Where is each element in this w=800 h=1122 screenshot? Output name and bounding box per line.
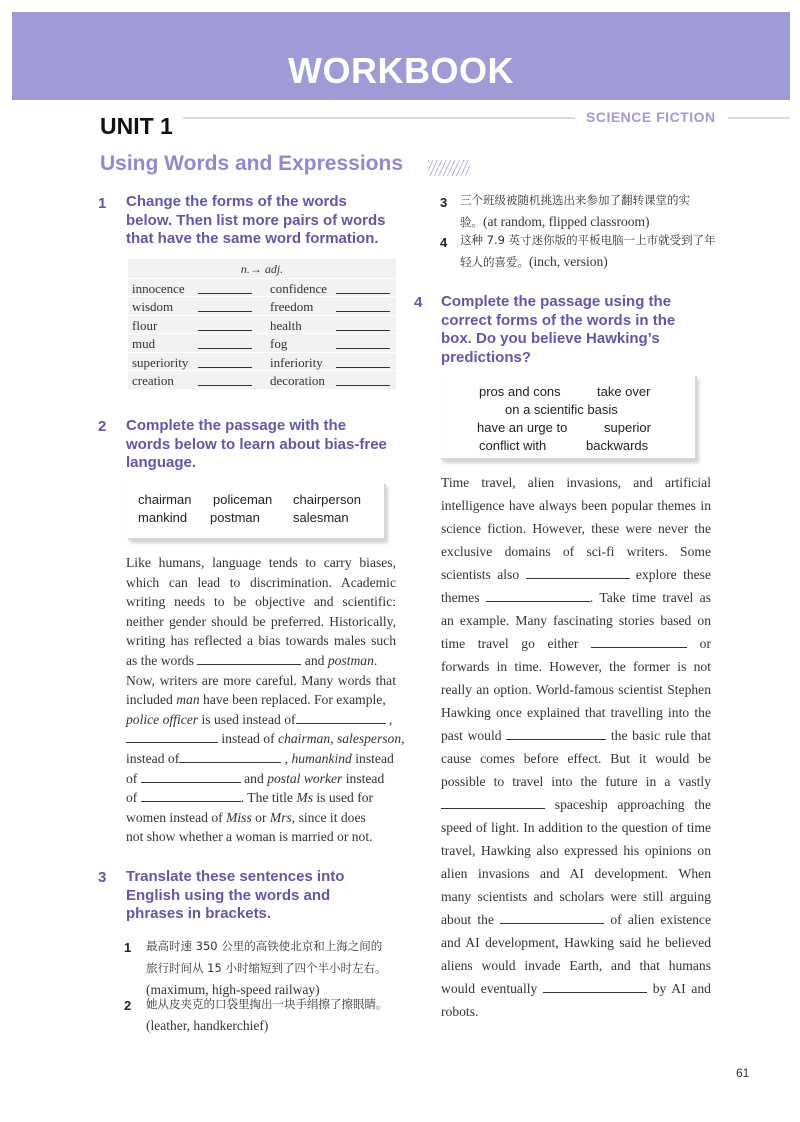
passage-hawking: Time travel, alien invasions, and artificial intelligence have always been popular themes in science fiction. However, these were never the exclusive domains of sci-fi writers. Some scientists also explore these themes . Take time travel as an example. Many fascinating stories based on time travel go either or forwards in time. However, the former is not really an option. World-famous scientist Stephen Hawking once explained that travelling into the past would the basic rule that cause comes before effect. But it would be possible to travel into the future in a vastly spaceship approaching the speed of light. In addition to the question of time travel, Hawking also expressed his opinions on alien invasions and AI development. When many scientists and scholars were still arguing about the of alien existence and AI development, Hawking said he believed aliens would invade Earth, and that humans would eventually by AI and robots.	[441, 475, 712, 1019]
word-item: have an urge to	[477, 420, 568, 435]
workbook-banner	[12, 12, 790, 100]
exercise-4-instruction: Complete the passage using the correct forms of the words in the box. Do you believe Hawking’s predictions?	[441, 293, 676, 366]
exercise-number: 3	[98, 869, 107, 886]
exercise-number: 1	[98, 195, 107, 212]
word-box	[128, 484, 386, 540]
table-row: mud fog	[128, 333, 396, 351]
word-item: policeman	[213, 492, 273, 507]
answer-blank[interactable]	[296, 723, 386, 724]
exercise-number: 4	[414, 294, 423, 311]
item-number: 2	[124, 998, 132, 1013]
word-item: pros and cons	[479, 384, 561, 399]
unit-theme: SCIENCE FICTION	[586, 109, 716, 125]
word-item: take over	[597, 384, 651, 399]
answer-blank[interactable]	[526, 578, 630, 579]
answer-blank[interactable]	[486, 601, 590, 602]
table-row: flour health	[128, 315, 396, 333]
translation-item-2: 她从皮夹克的口袋里掏出一块手绢擦了擦眼睛。 (leather, handkerchief)	[146, 997, 388, 1033]
word-item: conflict with	[479, 438, 547, 453]
exercise-1-instruction: Change the forms of the words below. Then list more pairs of words that have the same word formation.	[126, 193, 386, 247]
answer-blank[interactable]	[591, 647, 687, 648]
answer-blank[interactable]	[197, 664, 301, 665]
table-header: n.→ adj.	[240, 262, 284, 276]
word-item: salesman	[293, 510, 349, 525]
word-item: chairperson	[293, 492, 361, 507]
word-item: postman	[210, 510, 260, 525]
table-row: creation decoration	[128, 370, 396, 388]
word-item: on a scientific basis	[505, 402, 618, 417]
page-number: 61	[736, 1066, 750, 1080]
answer-blank[interactable]	[126, 742, 218, 743]
table-row: wisdom freedom	[128, 296, 396, 314]
item-number: 1	[124, 940, 132, 955]
header-rule	[183, 117, 575, 119]
word-item: mankind	[138, 510, 188, 525]
unit-title: UNIT 1	[100, 113, 173, 139]
word-item: chairman	[138, 492, 192, 507]
answer-blank[interactable]	[141, 782, 241, 783]
section-hatch-decoration	[428, 160, 470, 176]
answer-blank[interactable]	[543, 992, 647, 993]
answer-blank[interactable]	[506, 739, 606, 740]
word-item: backwards	[586, 438, 649, 453]
section-title: Using Words and Expressions	[100, 152, 404, 175]
translation-item-1: 最高时速 350 公里的高铁使北京和上海之间的 旅行时间从 15 小时缩短到了四个半小时左右。 (maximum, high-speed railway)	[146, 939, 387, 997]
item-number: 4	[440, 235, 448, 250]
word-item: superior	[604, 420, 651, 435]
translation-item-3: 三个班级被随机挑选出来参加了翻转课堂的实 验。(at random, flipped classroom)	[460, 193, 690, 229]
word-formation-table	[128, 259, 396, 389]
answer-blank[interactable]	[441, 808, 545, 809]
banner-title: WORKBOOK	[288, 50, 514, 91]
word-box	[441, 376, 697, 460]
item-number: 3	[440, 195, 448, 210]
passage-bias-free: Like humans, language tends to carry biases, which can lead to discrimination. Academic writing needs to be objective and scientific: neither gender should be preferred. Historically, writing has reflected a bias towards males such as the words and postman. Now, writers are more careful. Many words that included man have been replaced. For example, police officer is used instead of , instead of chairman, salesperson, instead of , humankind instead of and postal worker instead of . The title Ms is used for women instead of Miss or Mrs, since it does not show whether a woman is married or not.	[126, 555, 405, 845]
exercise-2-instruction: Complete the passage with the words below to learn about bias-free language.	[126, 417, 387, 471]
exercise-number: 2	[98, 418, 107, 435]
table-row: innocence confidence	[128, 278, 396, 296]
header-rule-right	[728, 117, 790, 119]
translation-item-4: 这种 7.9 英寸迷你版的平板电脑一上市就受到了年 轻人的喜爱。(inch, version)	[460, 233, 716, 269]
answer-blank[interactable]	[179, 762, 281, 763]
answer-blank[interactable]	[500, 923, 604, 924]
exercise-3-instruction: Translate these sentences into English using the words and phrases in brackets.	[126, 868, 345, 922]
answer-blank[interactable]	[141, 801, 241, 802]
table-row: superiority inferiority	[128, 352, 396, 370]
